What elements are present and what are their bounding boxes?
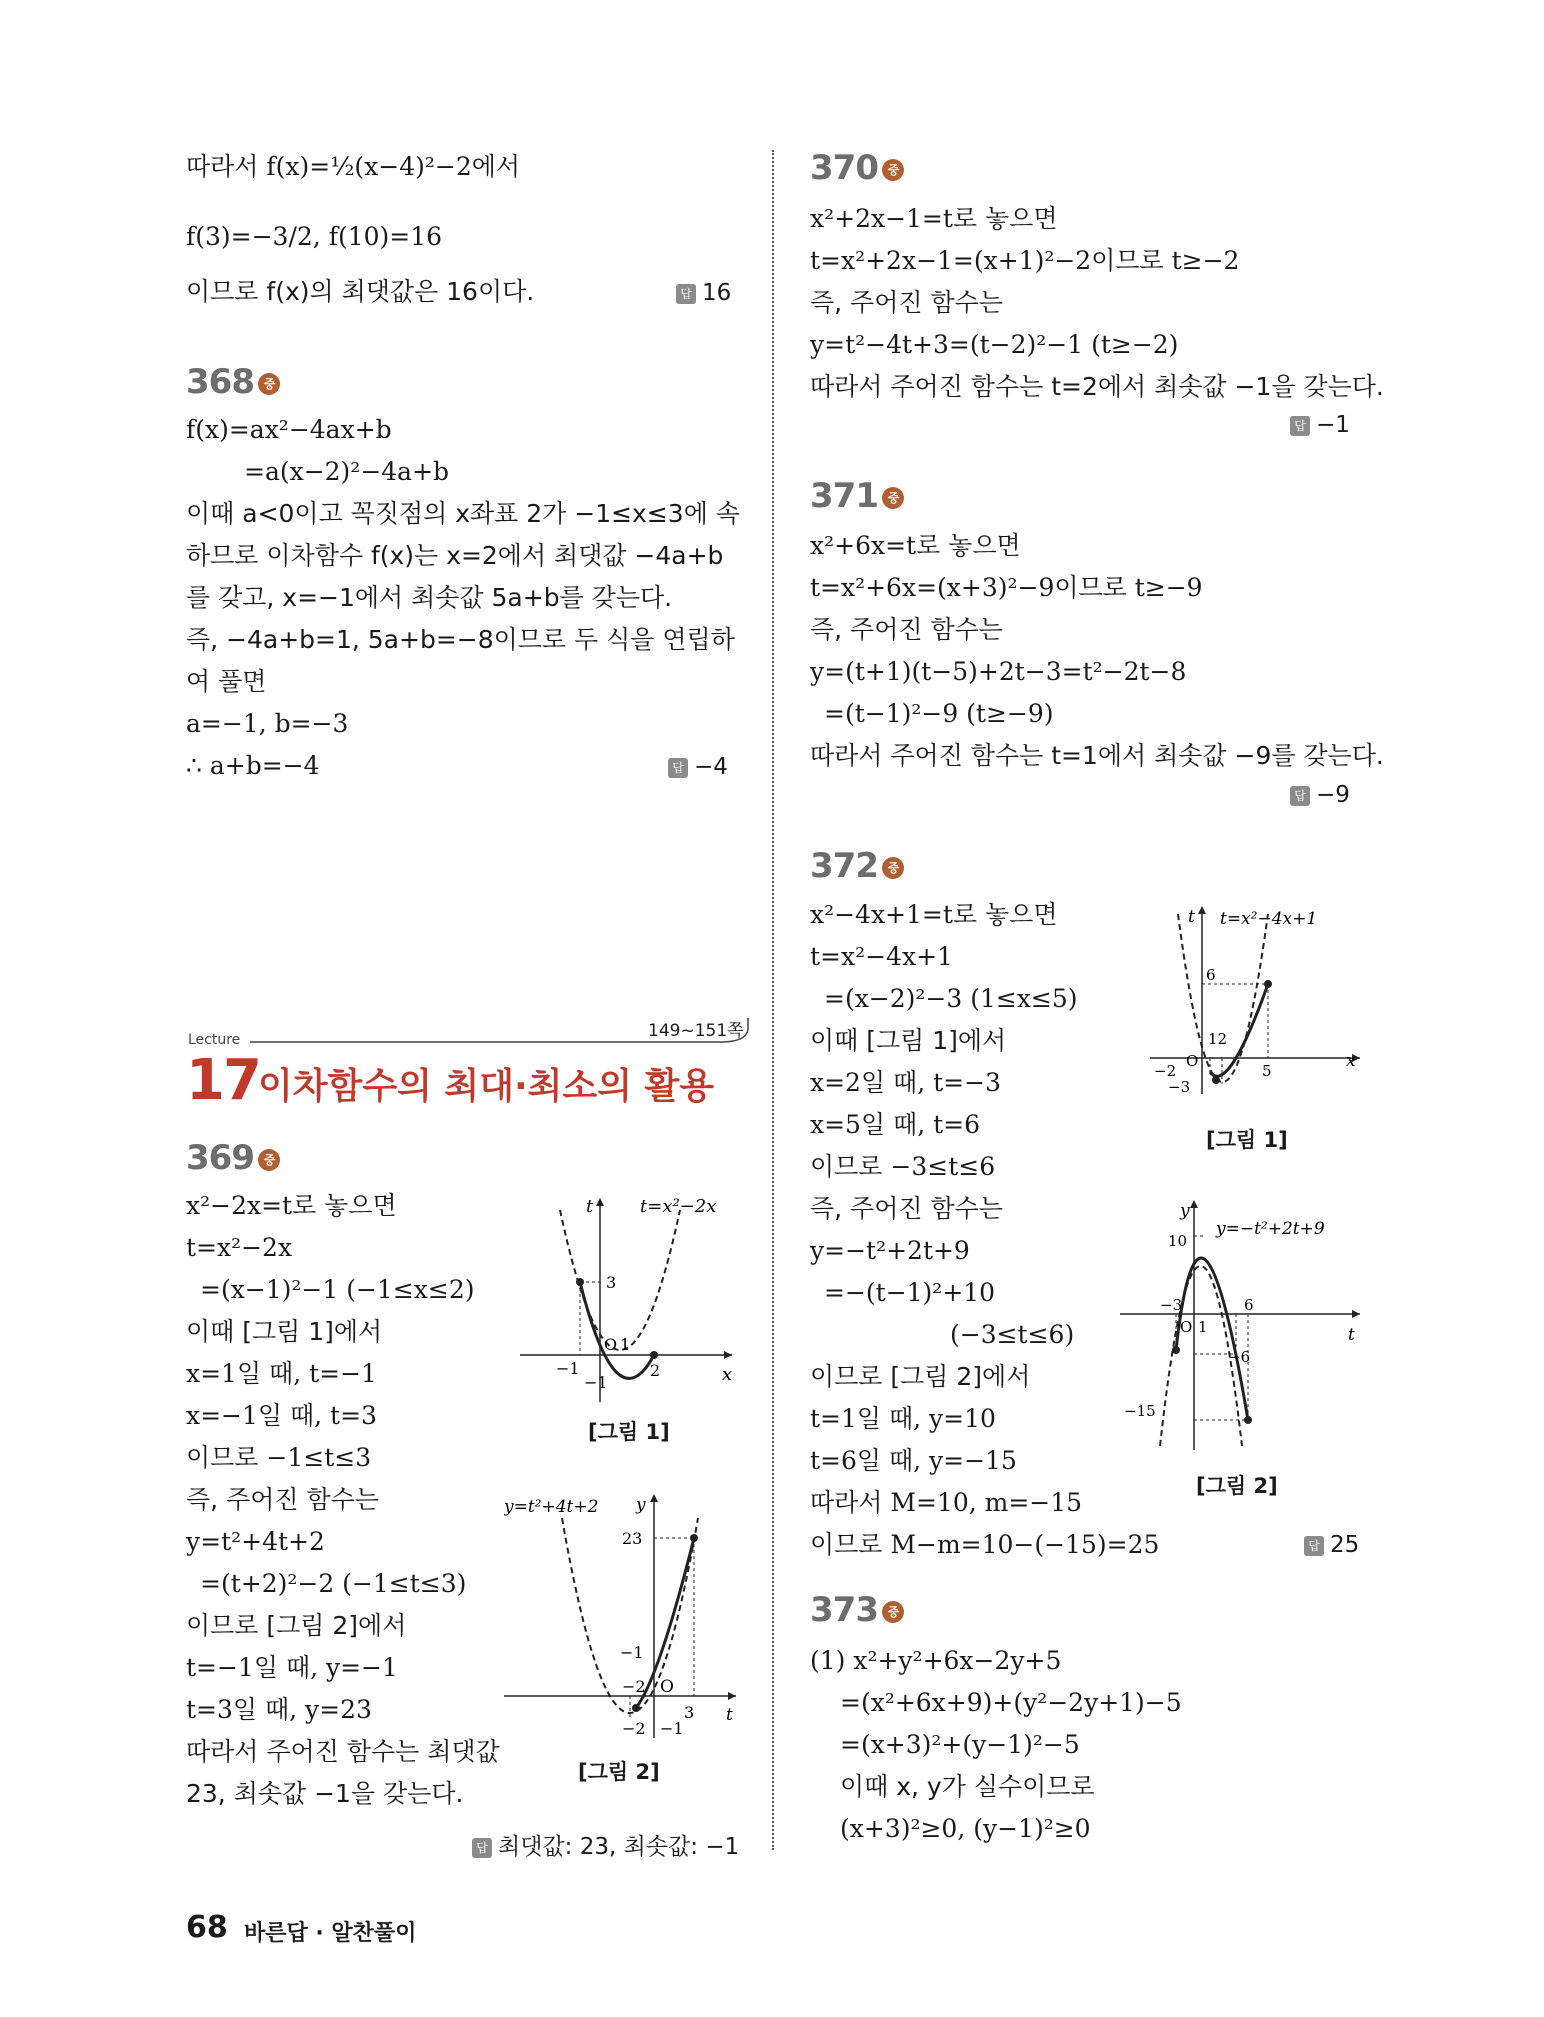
graph-369-fig2 [504,1488,744,1748]
text-line: x=1일 때, t=−1 [186,1359,377,1388]
tick-label: 6 [1244,1296,1254,1314]
problem-number-text: 370 [810,148,878,188]
problem-number-text: 373 [810,1590,878,1630]
problem-number [186,362,280,402]
tick-label: −3 [1168,1078,1191,1096]
text-line: t=x²−4x+1 [810,942,953,971]
text-line: y=−t²+2t+9 [810,1236,970,1265]
text-line: 즉, 주어진 함수는 [810,1194,1003,1223]
text-line: =(t+2)²−2 (−1≤t≤3) [200,1569,467,1598]
text-line: x²+2x−1=t로 놓으면 [810,204,1058,233]
text-line: t=x²+6x=(x+3)²−9이므로 t≥−9 [810,573,1203,602]
text-line: 따라서 f(x)=½(x−4)²−2에서 [186,152,521,181]
problem-number-text: 368 [186,362,254,402]
tick-label: −1 [660,1719,684,1738]
text-line: y=(t+1)(t−5)+2t−3=t²−2t−8 [810,657,1187,686]
text-line: a=−1, b=−3 [186,709,349,738]
difficulty-badge: 중 [882,487,904,509]
graph-372-fig2 [1120,1196,1370,1456]
answer-value: −9 [1316,782,1350,808]
tick-label: 1 [1198,1318,1208,1336]
answer [1290,410,1350,440]
tick-label: 5 [1262,1062,1272,1080]
text-line: x²+6x=t로 놓으면 [810,531,1021,560]
problem-number [810,846,904,886]
problem-number [810,476,904,516]
answer [676,278,731,308]
endpoint [690,1534,698,1542]
page-number: 68 [186,1910,228,1945]
figure-caption: [그림 2] [578,1760,660,1784]
axis-label: t [1188,907,1195,927]
answer-value: 16 [702,280,732,306]
axis-label: t [1348,1325,1355,1345]
text-line: 여 풀면 [186,667,267,696]
text-line: 이므로 M−m=10−(−15)=25 [810,1530,1160,1559]
text-line: =a(x−2)²−4a+b [244,457,450,486]
tick-label: −2 [622,1719,646,1738]
tick-label: −1 [584,1373,608,1392]
text-line: x²−4x+1=t로 놓으면 [810,900,1058,929]
endpoint [1244,1416,1252,1424]
origin-label: O [604,1335,618,1354]
function-label: y=−t²+2t+9 [1216,1219,1325,1239]
text-line: =(x+3)²+(y−1)²−5 [840,1730,1080,1759]
endpoint [1212,1076,1220,1084]
answer-icon: 답 [1304,1536,1324,1556]
text-line: t=6일 때, y=−15 [810,1446,1017,1475]
text-line: 이때 [그림 1]에서 [810,1026,1007,1055]
tick-label: −1 [620,1643,644,1662]
lecture-pages: 149~151쪽 [648,1021,744,1041]
problem-number [810,148,904,188]
text-line: 즉, −4a+b=1, 5a+b=−8이므로 두 식을 연립하 [186,625,735,654]
tick-label: 12 [1208,1030,1228,1048]
axis-label: y [636,1495,646,1515]
text-line: (−3≤t≤6) [950,1320,1075,1349]
problem-number-text: 369 [186,1138,254,1178]
text-line: 이때 x, y가 실수이므로 [840,1772,1095,1801]
column-divider [772,150,774,1850]
tick-label: 6 [1206,966,1216,984]
answer-icon: 답 [676,284,696,304]
text-line: f(x)=ax²−4ax+b [186,415,392,444]
tick-label: 2 [650,1361,661,1380]
answer-icon: 답 [1290,416,1310,436]
difficulty-badge: 중 [882,159,904,181]
graph-372-fig1 [1150,900,1366,1100]
text-line: t=−1일 때, y=−1 [186,1653,398,1682]
figure-caption: [그림 1] [588,1420,670,1444]
difficulty-badge: 중 [258,1149,280,1171]
answer-value: 25 [1330,1532,1360,1558]
endpoint [1264,980,1272,988]
text-line: t=1일 때, y=10 [810,1404,996,1433]
text-line: 따라서 주어진 함수는 t=2에서 최솟값 −1을 갖는다. [810,372,1384,401]
parabola-solid [1176,1258,1251,1420]
tick-label: −6 [1228,1348,1251,1366]
answer [668,752,728,782]
problem-number-text: 371 [810,476,878,516]
parabola-solid [580,1282,654,1378]
text-line: t=x²+2x−1=(x+1)²−2이므로 t≥−2 [810,246,1240,275]
endpoint [632,1704,640,1712]
graph-369-fig1 [520,1190,740,1420]
text-line: (x+3)²≥0, (y−1)²≥0 [840,1814,1091,1843]
text-line: f(3)=−3/2, f(10)=16 [186,222,443,251]
answer-icon: 답 [472,1838,492,1858]
text-line: ∴ a+b=−4 [186,751,320,780]
function-label: t=x²−2x [640,1196,717,1217]
text-line: 하므로 이차함수 f(x)는 x=2에서 최댓값 −4a+b [186,541,724,570]
text-line: 즉, 주어진 함수는 [810,615,1003,644]
answer-icon: 답 [1290,786,1310,806]
problem-number [186,1138,280,1178]
lecture-title: 이차함수의 최대·최소의 활용 [258,1066,715,1107]
origin-label: O [660,1677,674,1697]
text-line: =(x−1)²−1 (−1≤x≤2) [200,1275,475,1304]
function-label: y=t²+4t+2 [504,1497,599,1517]
text-line: x=−1일 때, t=3 [186,1401,377,1430]
answer-icon: 답 [668,758,688,778]
difficulty-badge: 중 [258,373,280,395]
lecture-label: Lecture [188,1032,241,1048]
text-line: 즉, 주어진 함수는 [810,288,1003,317]
text-line: 이므로 −3≤t≤6 [810,1152,996,1181]
answer [1290,780,1350,810]
tick-label: −3 [1160,1296,1183,1314]
answer [472,1832,739,1862]
tick-label: −1 [556,1359,580,1378]
figure-caption: [그림 2] [1196,1474,1278,1498]
text-line: =(x−2)²−3 (1≤x≤5) [824,984,1078,1013]
text-line: 23, 최솟값 −1을 갖는다. [186,1779,464,1808]
tick-label: 1 [620,1335,631,1354]
problem-number-text: 372 [810,846,878,886]
answer [1304,1530,1359,1560]
text-line: t=x²−2x [186,1233,293,1262]
tick-label: 3 [684,1703,695,1722]
text-line: 를 갖고, x=−1에서 최솟값 5a+b를 갖는다. [186,583,673,612]
difficulty-badge: 중 [882,1601,904,1623]
text-line: =(t−1)²−9 (t≥−9) [824,699,1054,728]
answer-value: −1 [1316,412,1350,438]
text-line: =−(t−1)²+10 [824,1278,996,1307]
text-line: x=5일 때, t=6 [810,1110,980,1139]
text-line: 따라서 M=10, m=−15 [810,1488,1083,1517]
endpoint [576,1278,584,1286]
text-line: x²−2x=t로 놓으면 [186,1191,397,1220]
origin-label: O [1180,1318,1193,1336]
text-line: 이므로 f(x)의 최댓값은 16이다. [186,277,535,306]
text-line: 이므로 [그림 2]에서 [186,1611,407,1640]
text-line: t=3일 때, y=23 [186,1695,372,1724]
answer-value: −4 [694,754,728,780]
axis-label: t [586,1196,594,1217]
difficulty-badge: 중 [882,857,904,879]
text-line: 이때 a<0이고 꼭짓점의 x좌표 2가 −1≤x≤3에 속 [186,499,740,528]
text-line: (1) x²+y²+6x−2y+5 [810,1646,1062,1675]
axis-label: x [1346,1051,1356,1071]
tick-label: −2 [1154,1062,1177,1080]
tick-label: 10 [1168,1232,1188,1250]
text-line: x=2일 때, t=−3 [810,1068,1001,1097]
axis-label: t [726,1705,733,1725]
answer-value: 최댓값: 23, 최솟값: −1 [498,1834,740,1860]
endpoint [1172,1346,1180,1354]
text-line: y=t²−4t+3=(t−2)²−1 (t≥−2) [810,330,1179,359]
tick-label: 23 [622,1529,643,1548]
text-line: 즉, 주어진 함수는 [186,1485,379,1514]
lecture-number: 17 [186,1048,260,1113]
tick-label: −2 [622,1677,646,1696]
text-line: y=t²+4t+2 [186,1527,325,1556]
text-line: 이때 [그림 1]에서 [186,1317,383,1346]
axis-label: x [722,1364,733,1385]
tick-label: 3 [606,1273,617,1292]
problem-number [810,1590,904,1630]
footer-title: 바른답 · 알찬풀이 [244,1921,417,1946]
function-label: t=x²−4x+1 [1220,909,1318,929]
text-line: =(x²+6x+9)+(y²−2y+1)−5 [840,1688,1182,1717]
tick-label: −15 [1124,1402,1156,1420]
axis-label: y [1180,1201,1190,1221]
text-line: 따라서 주어진 함수는 최댓값 [186,1737,500,1766]
lecture-rule [250,1018,756,1048]
figure-caption: [그림 1] [1206,1128,1288,1152]
text-line: 이므로 [그림 2]에서 [810,1362,1031,1391]
text-line: 이므로 −1≤t≤3 [186,1443,372,1472]
endpoint [650,1351,658,1359]
origin-label: O [1186,1052,1199,1070]
text-line: 따라서 주어진 함수는 t=1에서 최솟값 −9를 갖는다. [810,741,1384,770]
